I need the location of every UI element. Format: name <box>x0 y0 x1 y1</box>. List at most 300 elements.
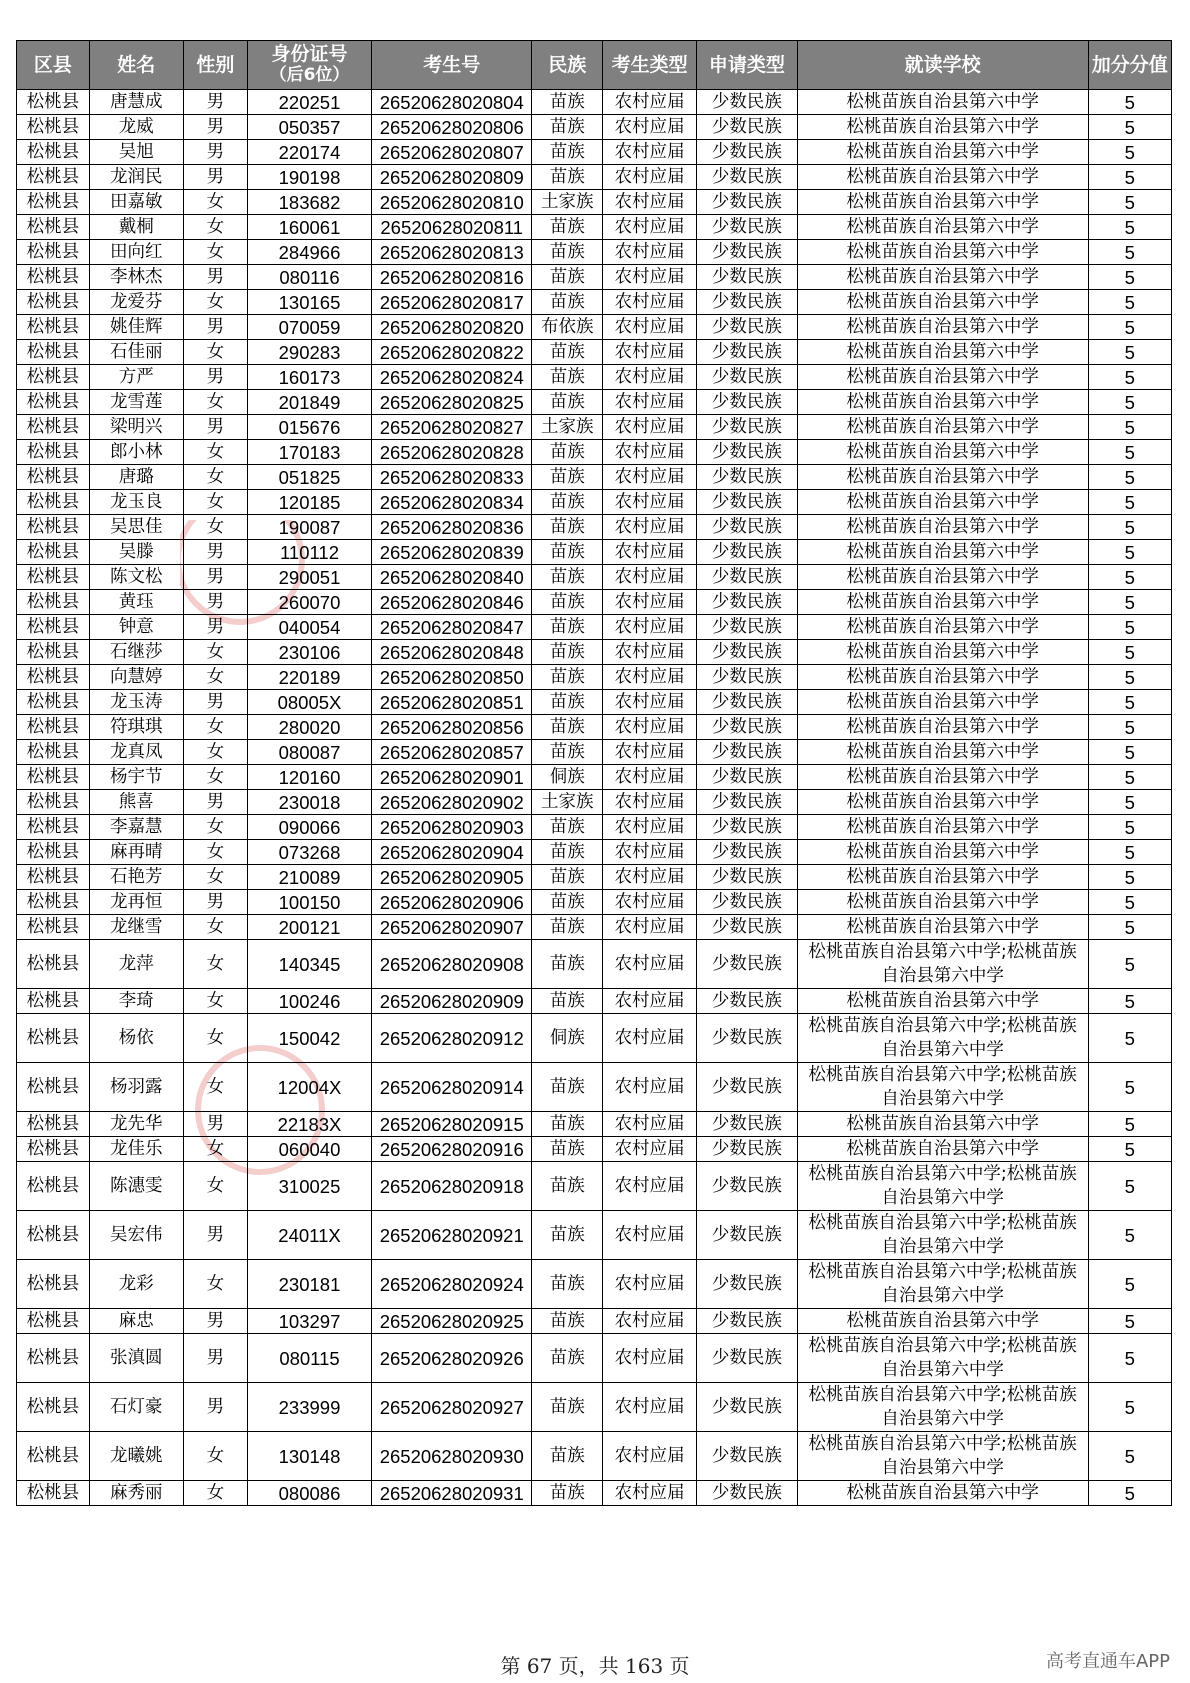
cell-exam-number: 26520628020839 <box>372 540 532 565</box>
table-row <box>17 215 1172 240</box>
cell-apply-type: 少数民族 <box>697 1112 798 1137</box>
cell-district: 松桃县 <box>17 265 90 290</box>
cell-candidate-type: 农村应届 <box>603 1260 697 1309</box>
cell-ethnicity: 苗族 <box>532 690 603 715</box>
cell-candidate-type: 农村应届 <box>603 190 697 215</box>
table-row <box>17 865 1172 890</box>
header-id-last6 <box>247 41 371 90</box>
cell-name: 方严 <box>89 365 183 390</box>
cell-ethnicity: 土家族 <box>532 415 603 440</box>
cell-ethnicity: 苗族 <box>532 715 603 740</box>
cell-name: 麻忠 <box>89 1309 183 1334</box>
cell-id-last6: 050357 <box>247 115 371 140</box>
table-row <box>17 1432 1172 1481</box>
cell-candidate-type: 农村应届 <box>603 215 697 240</box>
cell-candidate-type: 农村应届 <box>603 515 697 540</box>
cell-gender: 女 <box>183 1481 247 1506</box>
cell-name: 龙真凤 <box>89 740 183 765</box>
cell-exam-number: 26520628020931 <box>372 1481 532 1506</box>
cell-bonus: 5 <box>1088 90 1171 115</box>
cell-candidate-type: 农村应届 <box>603 1432 697 1481</box>
cell-apply-type: 少数民族 <box>697 540 798 565</box>
cell-school: 松桃苗族自治县第六中学;松桃苗族自治县第六中学 <box>797 1211 1088 1260</box>
table-row <box>17 1383 1172 1432</box>
cell-candidate-type: 农村应届 <box>603 615 697 640</box>
cell-district: 松桃县 <box>17 740 90 765</box>
cell-id-last6: 090066 <box>247 815 371 840</box>
cell-name: 吴宏伟 <box>89 1211 183 1260</box>
cell-name: 向慧婷 <box>89 665 183 690</box>
cell-bonus: 5 <box>1088 1334 1171 1383</box>
cell-exam-number: 26520628020926 <box>372 1334 532 1383</box>
cell-ethnicity: 苗族 <box>532 740 603 765</box>
cell-bonus: 5 <box>1088 1063 1171 1112</box>
cell-school: 松桃苗族自治县第六中学 <box>797 315 1088 340</box>
table-header-row <box>17 41 1172 90</box>
cell-apply-type: 少数民族 <box>697 765 798 790</box>
cell-school: 松桃苗族自治县第六中学 <box>797 1481 1088 1506</box>
cell-exam-number: 26520628020906 <box>372 890 532 915</box>
cell-exam-number: 26520628020904 <box>372 840 532 865</box>
cell-exam-number: 26520628020927 <box>372 1383 532 1432</box>
cell-ethnicity: 苗族 <box>532 640 603 665</box>
cell-candidate-type: 农村应届 <box>603 715 697 740</box>
cell-candidate-type: 农村应届 <box>603 315 697 340</box>
cell-gender: 男 <box>183 540 247 565</box>
table-row <box>17 265 1172 290</box>
cell-school: 松桃苗族自治县第六中学 <box>797 615 1088 640</box>
cell-district: 松桃县 <box>17 890 90 915</box>
cell-candidate-type: 农村应届 <box>603 365 697 390</box>
cell-candidate-type: 农村应届 <box>603 765 697 790</box>
cell-id-last6: 140345 <box>247 940 371 989</box>
cell-school: 松桃苗族自治县第六中学 <box>797 740 1088 765</box>
cell-exam-number: 26520628020851 <box>372 690 532 715</box>
cell-district: 松桃县 <box>17 915 90 940</box>
cell-ethnicity: 苗族 <box>532 215 603 240</box>
cell-school: 松桃苗族自治县第六中学 <box>797 565 1088 590</box>
cell-school: 松桃苗族自治县第六中学 <box>797 865 1088 890</box>
cell-bonus: 5 <box>1088 540 1171 565</box>
cell-district: 松桃县 <box>17 865 90 890</box>
cell-ethnicity: 苗族 <box>532 815 603 840</box>
cell-id-last6: 280020 <box>247 715 371 740</box>
cell-bonus: 5 <box>1088 1260 1171 1309</box>
cell-ethnicity: 苗族 <box>532 940 603 989</box>
cell-gender: 女 <box>183 440 247 465</box>
cell-exam-number: 26520628020833 <box>372 465 532 490</box>
cell-bonus: 5 <box>1088 865 1171 890</box>
cell-candidate-type: 农村应届 <box>603 665 697 690</box>
cell-candidate-type: 农村应届 <box>603 640 697 665</box>
cell-name: 石艳芳 <box>89 865 183 890</box>
cell-name: 龙雪莲 <box>89 390 183 415</box>
cell-gender: 女 <box>183 840 247 865</box>
cell-bonus: 5 <box>1088 390 1171 415</box>
table-row <box>17 1211 1172 1260</box>
cell-id-last6: 310025 <box>247 1162 371 1211</box>
cell-apply-type: 少数民族 <box>697 415 798 440</box>
cell-name: 姚佳辉 <box>89 315 183 340</box>
cell-ethnicity: 苗族 <box>532 1260 603 1309</box>
cell-name: 龙彩 <box>89 1260 183 1309</box>
cell-name: 石继莎 <box>89 640 183 665</box>
cell-bonus: 5 <box>1088 690 1171 715</box>
cell-school: 松桃苗族自治县第六中学;松桃苗族自治县第六中学 <box>797 1260 1088 1309</box>
cell-name: 李琦 <box>89 989 183 1014</box>
cell-candidate-type: 农村应届 <box>603 940 697 989</box>
cell-candidate-type: 农村应届 <box>603 915 697 940</box>
cell-ethnicity: 苗族 <box>532 465 603 490</box>
cell-name: 石灯豪 <box>89 1383 183 1432</box>
cell-id-last6: 210089 <box>247 865 371 890</box>
cell-id-last6: 12004X <box>247 1063 371 1112</box>
cell-bonus: 5 <box>1088 815 1171 840</box>
cell-id-last6: 051825 <box>247 465 371 490</box>
cell-bonus: 5 <box>1088 1432 1171 1481</box>
cell-gender: 男 <box>183 365 247 390</box>
cell-school: 松桃苗族自治县第六中学;松桃苗族自治县第六中学 <box>797 1014 1088 1063</box>
cell-gender: 女 <box>183 1014 247 1063</box>
cell-candidate-type: 农村应届 <box>603 415 697 440</box>
page-number: 第 67 页，共 163 页 <box>500 1654 690 1678</box>
cell-bonus: 5 <box>1088 165 1171 190</box>
cell-id-last6: 100150 <box>247 890 371 915</box>
cell-candidate-type: 农村应届 <box>603 340 697 365</box>
cell-apply-type: 少数民族 <box>697 1432 798 1481</box>
cell-school: 松桃苗族自治县第六中学 <box>797 715 1088 740</box>
cell-bonus: 5 <box>1088 365 1171 390</box>
cell-apply-type: 少数民族 <box>697 590 798 615</box>
cell-candidate-type: 农村应届 <box>603 840 697 865</box>
table-row <box>17 590 1172 615</box>
cell-candidate-type: 农村应届 <box>603 1481 697 1506</box>
cell-apply-type: 少数民族 <box>697 565 798 590</box>
cell-name: 田嘉敏 <box>89 190 183 215</box>
cell-school: 松桃苗族自治县第六中学 <box>797 815 1088 840</box>
cell-district: 松桃县 <box>17 1211 90 1260</box>
cell-apply-type: 少数民族 <box>697 140 798 165</box>
cell-school: 松桃苗族自治县第六中学 <box>797 390 1088 415</box>
cell-id-last6: 183682 <box>247 190 371 215</box>
cell-bonus: 5 <box>1088 315 1171 340</box>
cell-exam-number: 26520628020811 <box>372 215 532 240</box>
header-id-line2: （后6位） <box>269 65 350 85</box>
cell-candidate-type: 农村应届 <box>603 1334 697 1383</box>
cell-school: 松桃苗族自治县第六中学 <box>797 515 1088 540</box>
cell-id-last6: 103297 <box>247 1309 371 1334</box>
cell-name: 龙玉良 <box>89 490 183 515</box>
cell-apply-type: 少数民族 <box>697 865 798 890</box>
cell-apply-type: 少数民族 <box>697 1063 798 1112</box>
cell-bonus: 5 <box>1088 340 1171 365</box>
table-row <box>17 290 1172 315</box>
cell-ethnicity: 土家族 <box>532 790 603 815</box>
cell-candidate-type: 农村应届 <box>603 115 697 140</box>
cell-district: 松桃县 <box>17 1260 90 1309</box>
cell-id-last6: 284966 <box>247 240 371 265</box>
header-name: 姓名 <box>89 41 183 90</box>
cell-apply-type: 少数民族 <box>697 240 798 265</box>
cell-district: 松桃县 <box>17 615 90 640</box>
cell-ethnicity: 苗族 <box>532 1162 603 1211</box>
cell-gender: 男 <box>183 265 247 290</box>
cell-district: 松桃县 <box>17 565 90 590</box>
table-row <box>17 415 1172 440</box>
cell-school: 松桃苗族自治县第六中学 <box>797 765 1088 790</box>
cell-id-last6: 230181 <box>247 1260 371 1309</box>
cell-district: 松桃县 <box>17 1334 90 1383</box>
cell-gender: 女 <box>183 1063 247 1112</box>
cell-apply-type: 少数民族 <box>697 390 798 415</box>
table-row <box>17 890 1172 915</box>
cell-name: 麻再晴 <box>89 840 183 865</box>
header-apply-type: 申请类型 <box>697 41 798 90</box>
header-school: 就读学校 <box>797 41 1088 90</box>
cell-district: 松桃县 <box>17 140 90 165</box>
cell-candidate-type: 农村应届 <box>603 740 697 765</box>
cell-school: 松桃苗族自治县第六中学 <box>797 265 1088 290</box>
table-row <box>17 740 1172 765</box>
cell-name: 李嘉慧 <box>89 815 183 840</box>
cell-name: 龙先华 <box>89 1112 183 1137</box>
cell-apply-type: 少数民族 <box>697 340 798 365</box>
cell-name: 戴桐 <box>89 215 183 240</box>
cell-apply-type: 少数民族 <box>697 740 798 765</box>
cell-exam-number: 26520628020813 <box>372 240 532 265</box>
cell-bonus: 5 <box>1088 265 1171 290</box>
cell-exam-number: 26520628020905 <box>372 865 532 890</box>
cell-district: 松桃县 <box>17 1432 90 1481</box>
cell-id-last6: 120185 <box>247 490 371 515</box>
cell-candidate-type: 农村应届 <box>603 540 697 565</box>
cell-apply-type: 少数民族 <box>697 290 798 315</box>
cell-bonus: 5 <box>1088 640 1171 665</box>
cell-candidate-type: 农村应届 <box>603 265 697 290</box>
cell-ethnicity: 苗族 <box>532 140 603 165</box>
cell-apply-type: 少数民族 <box>697 715 798 740</box>
cell-gender: 男 <box>183 165 247 190</box>
table-row <box>17 90 1172 115</box>
cell-name: 麻秀丽 <box>89 1481 183 1506</box>
cell-exam-number: 26520628020828 <box>372 440 532 465</box>
cell-district: 松桃县 <box>17 465 90 490</box>
table-row <box>17 690 1172 715</box>
cell-district: 松桃县 <box>17 340 90 365</box>
cell-exam-number: 26520628020914 <box>372 1063 532 1112</box>
cell-gender: 女 <box>183 915 247 940</box>
cell-ethnicity: 苗族 <box>532 1309 603 1334</box>
table-row <box>17 515 1172 540</box>
cell-ethnicity: 苗族 <box>532 1063 603 1112</box>
cell-gender: 男 <box>183 690 247 715</box>
cell-district: 松桃县 <box>17 440 90 465</box>
cell-school: 松桃苗族自治县第六中学 <box>797 415 1088 440</box>
cell-gender: 女 <box>183 215 247 240</box>
bonus-points-table-container <box>16 40 1172 1506</box>
cell-ethnicity: 苗族 <box>532 115 603 140</box>
cell-apply-type: 少数民族 <box>697 1481 798 1506</box>
cell-bonus: 5 <box>1088 1137 1171 1162</box>
cell-exam-number: 26520628020810 <box>372 190 532 215</box>
table-body <box>17 90 1172 1506</box>
table-row <box>17 640 1172 665</box>
cell-bonus: 5 <box>1088 665 1171 690</box>
table-row <box>17 540 1172 565</box>
cell-id-last6: 080086 <box>247 1481 371 1506</box>
cell-exam-number: 26520628020804 <box>372 90 532 115</box>
cell-district: 松桃县 <box>17 190 90 215</box>
cell-apply-type: 少数民族 <box>697 515 798 540</box>
cell-apply-type: 少数民族 <box>697 490 798 515</box>
cell-name: 李林杰 <box>89 265 183 290</box>
cell-bonus: 5 <box>1088 415 1171 440</box>
cell-district: 松桃县 <box>17 1383 90 1432</box>
cell-id-last6: 230106 <box>247 640 371 665</box>
cell-candidate-type: 农村应届 <box>603 465 697 490</box>
cell-id-last6: 220189 <box>247 665 371 690</box>
cell-bonus: 5 <box>1088 565 1171 590</box>
cell-ethnicity: 苗族 <box>532 90 603 115</box>
cell-school: 松桃苗族自治县第六中学 <box>797 340 1088 365</box>
cell-name: 钟意 <box>89 615 183 640</box>
cell-district: 松桃县 <box>17 515 90 540</box>
cell-id-last6: 190198 <box>247 165 371 190</box>
table-row <box>17 1481 1172 1506</box>
cell-bonus: 5 <box>1088 290 1171 315</box>
cell-apply-type: 少数民族 <box>697 940 798 989</box>
cell-ethnicity: 苗族 <box>532 515 603 540</box>
cell-gender: 女 <box>183 1432 247 1481</box>
cell-ethnicity: 苗族 <box>532 540 603 565</box>
cell-district: 松桃县 <box>17 940 90 989</box>
cell-bonus: 5 <box>1088 790 1171 815</box>
cell-id-last6: 110112 <box>247 540 371 565</box>
cell-id-last6: 080115 <box>247 1334 371 1383</box>
cell-candidate-type: 农村应届 <box>603 590 697 615</box>
cell-exam-number: 26520628020912 <box>372 1014 532 1063</box>
cell-gender: 女 <box>183 1137 247 1162</box>
table-row <box>17 340 1172 365</box>
cell-candidate-type: 农村应届 <box>603 290 697 315</box>
cell-bonus: 5 <box>1088 1481 1171 1506</box>
cell-exam-number: 26520628020822 <box>372 340 532 365</box>
cell-gender: 男 <box>183 415 247 440</box>
cell-candidate-type: 农村应届 <box>603 989 697 1014</box>
cell-exam-number: 26520628020806 <box>372 115 532 140</box>
cell-district: 松桃县 <box>17 1481 90 1506</box>
cell-exam-number: 26520628020850 <box>372 665 532 690</box>
cell-gender: 女 <box>183 465 247 490</box>
cell-apply-type: 少数民族 <box>697 90 798 115</box>
cell-district: 松桃县 <box>17 115 90 140</box>
cell-apply-type: 少数民族 <box>697 1334 798 1383</box>
cell-gender: 女 <box>183 290 247 315</box>
cell-school: 松桃苗族自治县第六中学;松桃苗族自治县第六中学 <box>797 1162 1088 1211</box>
table-row <box>17 1260 1172 1309</box>
cell-id-last6: 073268 <box>247 840 371 865</box>
cell-id-last6: 260070 <box>247 590 371 615</box>
cell-id-last6: 100246 <box>247 989 371 1014</box>
cell-candidate-type: 农村应届 <box>603 1162 697 1211</box>
cell-district: 松桃县 <box>17 1063 90 1112</box>
cell-candidate-type: 农村应届 <box>603 1137 697 1162</box>
cell-name: 杨羽露 <box>89 1063 183 1112</box>
cell-name: 吴思佳 <box>89 515 183 540</box>
cell-ethnicity: 苗族 <box>532 665 603 690</box>
cell-candidate-type: 农村应届 <box>603 390 697 415</box>
cell-exam-number: 26520628020846 <box>372 590 532 615</box>
cell-apply-type: 少数民族 <box>697 1014 798 1063</box>
cell-gender: 男 <box>183 1112 247 1137</box>
cell-name: 黄珏 <box>89 590 183 615</box>
cell-name: 龙佳乐 <box>89 1137 183 1162</box>
table-row <box>17 440 1172 465</box>
cell-name: 熊喜 <box>89 790 183 815</box>
cell-ethnicity: 苗族 <box>532 1211 603 1260</box>
cell-school: 松桃苗族自治县第六中学;松桃苗族自治县第六中学 <box>797 940 1088 989</box>
cell-exam-number: 26520628020820 <box>372 315 532 340</box>
table-row <box>17 140 1172 165</box>
header-candidate-type: 考生类型 <box>603 41 697 90</box>
cell-exam-number: 26520628020824 <box>372 365 532 390</box>
cell-school: 松桃苗族自治县第六中学;松桃苗族自治县第六中学 <box>797 1383 1088 1432</box>
cell-apply-type: 少数民族 <box>697 665 798 690</box>
table-row <box>17 615 1172 640</box>
cell-district: 松桃县 <box>17 240 90 265</box>
cell-bonus: 5 <box>1088 1383 1171 1432</box>
cell-school: 松桃苗族自治县第六中学 <box>797 165 1088 190</box>
cell-bonus: 5 <box>1088 440 1171 465</box>
cell-candidate-type: 农村应届 <box>603 690 697 715</box>
cell-school: 松桃苗族自治县第六中学 <box>797 690 1088 715</box>
cell-name: 龙玉涛 <box>89 690 183 715</box>
cell-apply-type: 少数民族 <box>697 440 798 465</box>
cell-district: 松桃县 <box>17 765 90 790</box>
cell-district: 松桃县 <box>17 989 90 1014</box>
cell-school: 松桃苗族自治县第六中学 <box>797 540 1088 565</box>
cell-id-last6: 290051 <box>247 565 371 590</box>
cell-ethnicity: 苗族 <box>532 1481 603 1506</box>
cell-id-last6: 150042 <box>247 1014 371 1063</box>
table-row <box>17 1162 1172 1211</box>
cell-candidate-type: 农村应届 <box>603 1211 697 1260</box>
table-row <box>17 565 1172 590</box>
table-row <box>17 665 1172 690</box>
cell-school: 松桃苗族自治县第六中学 <box>797 840 1088 865</box>
header-district: 区县 <box>17 41 90 90</box>
cell-name: 龙润民 <box>89 165 183 190</box>
cell-name: 龙继雪 <box>89 915 183 940</box>
cell-school: 松桃苗族自治县第六中学 <box>797 890 1088 915</box>
cell-candidate-type: 农村应届 <box>603 165 697 190</box>
cell-apply-type: 少数民族 <box>697 1309 798 1334</box>
cell-name: 石佳丽 <box>89 340 183 365</box>
cell-ethnicity: 苗族 <box>532 340 603 365</box>
cell-apply-type: 少数民族 <box>697 790 798 815</box>
cell-bonus: 5 <box>1088 715 1171 740</box>
cell-school: 松桃苗族自治县第六中学 <box>797 140 1088 165</box>
table-row <box>17 165 1172 190</box>
cell-school: 松桃苗族自治县第六中学 <box>797 190 1088 215</box>
cell-ethnicity: 苗族 <box>532 989 603 1014</box>
cell-school: 松桃苗族自治县第六中学 <box>797 490 1088 515</box>
cell-school: 松桃苗族自治县第六中学 <box>797 115 1088 140</box>
cell-bonus: 5 <box>1088 1014 1171 1063</box>
cell-gender: 女 <box>183 1162 247 1211</box>
cell-exam-number: 26520628020809 <box>372 165 532 190</box>
cell-exam-number: 26520628020857 <box>372 740 532 765</box>
